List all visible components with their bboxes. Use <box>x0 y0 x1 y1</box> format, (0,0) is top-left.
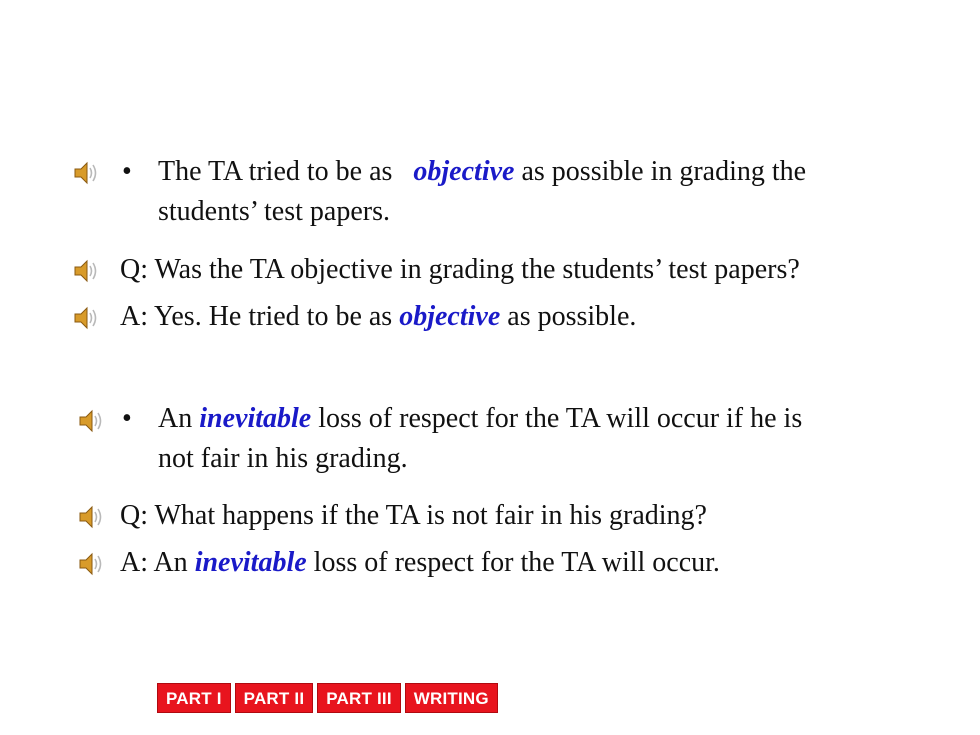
answer-text: as possible. <box>500 301 637 332</box>
writing-button[interactable]: WRITING <box>405 683 498 713</box>
answer-line <box>120 546 720 580</box>
keyword: objective <box>413 156 515 187</box>
sentence-line <box>158 402 802 436</box>
question-line: Q: What happens if the TA is not fair in his grading? <box>120 500 707 531</box>
speaker-icon[interactable] <box>72 305 102 331</box>
bullet: • <box>122 403 132 434</box>
sentence-text: loss of respect for the TA will occur if he is <box>311 403 803 434</box>
speaker-icon[interactable] <box>77 408 107 434</box>
answer-text: A: Yes. He tried to be as <box>120 301 400 332</box>
sentence-line <box>158 155 806 189</box>
answer-text: A: An <box>120 547 195 578</box>
speaker-icon[interactable] <box>72 258 102 284</box>
bullet: • <box>122 156 132 187</box>
speaker-icon[interactable] <box>72 160 102 186</box>
sentence-text: An <box>158 403 200 434</box>
answer-line <box>120 300 636 334</box>
sentence-line-2: not fair in his grading. <box>158 443 408 474</box>
sentence-text: as possible in grading the <box>514 156 807 187</box>
part-1-button[interactable]: PART I <box>157 683 231 713</box>
keyword: objective <box>399 301 501 332</box>
speaker-icon[interactable] <box>77 551 107 577</box>
speaker-icon[interactable] <box>77 504 107 530</box>
part-2-button[interactable]: PART II <box>235 683 314 713</box>
sentence-text: The TA tried to be as <box>158 156 393 187</box>
keyword: inevitable <box>194 547 307 578</box>
answer-text: loss of respect for the TA will occur. <box>306 547 720 578</box>
part-navigation <box>157 683 498 715</box>
part-3-button[interactable]: PART III <box>317 683 401 713</box>
keyword: inevitable <box>199 403 312 434</box>
question-line: Q: Was the TA objective in grading the students’ test papers? <box>120 254 800 285</box>
sentence-line-2: students’ test papers. <box>158 196 390 227</box>
